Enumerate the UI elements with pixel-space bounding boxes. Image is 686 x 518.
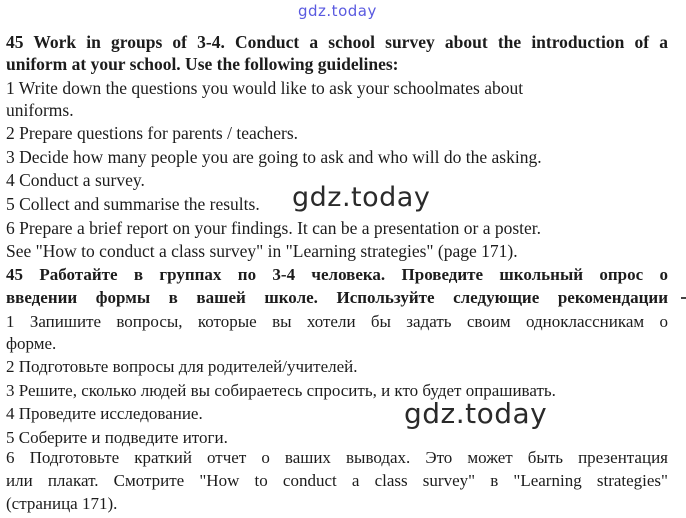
russian-heading-line-1: 45 Работайте в группах по 3-4 человека. Проведите школьный опрос о [6,265,668,284]
russian-item-1: 1 Запишите вопросы, которые вы хотели бы задать своим одноклассникам о [6,312,668,331]
english-heading-line-1: 45 Work in groups of 3-4. Conduct a school survey about the introduction of a [6,32,668,52]
russian-heading-line-2: введении формы в вашей школе. Используйте следующие рекомендации [6,288,668,307]
english-reference: See "How to conduct a class survey" in "Learning strategies" (page 171). [6,241,518,261]
russian-item-5: 5 Соберите и подведите итоги. [6,428,228,447]
edge-mark [681,297,686,299]
english-item-6: 6 Prepare a brief report on your findings. It can be a presentation or a poster. [6,218,542,238]
russian-item-3: 3 Решите, сколько людей вы собираетесь спросить, и кто будет опрашивать. [6,381,556,400]
english-item-1-continued: uniforms. [6,100,74,120]
english-item-5: 5 Collect and summarise the results. [6,194,260,214]
watermark-middle: gdz.today [292,182,431,213]
russian-item-6-continued: или плакат. Смотрите "How to conduct a class survey" в "Learning strategies" [6,471,668,490]
russian-item-4: 4 Проведите исследование. [6,404,203,423]
watermark-lower: gdz.today [404,397,548,430]
russian-item-1-continued: форме. [6,334,57,353]
english-item-1: 1 Write down the questions you would like to ask your schoolmates about [6,78,524,98]
english-heading-line-2: uniform at your school. Use the following guidelines: [6,54,399,74]
russian-reference-page: (страница 171). [6,494,118,513]
english-item-2: 2 Prepare questions for parents / teachers. [6,123,299,143]
russian-item-6: 6 Подготовьте краткий отчет о ваших выводах. Это может быть презентация [6,448,668,467]
english-item-4: 4 Conduct a survey. [6,170,145,190]
russian-item-2: 2 Подготовьте вопросы для родителей/учителей. [6,357,358,376]
english-item-3: 3 Decide how many people you are going to ask and who will do the asking. [6,147,542,167]
watermark-top: gdz.today [298,2,377,20]
